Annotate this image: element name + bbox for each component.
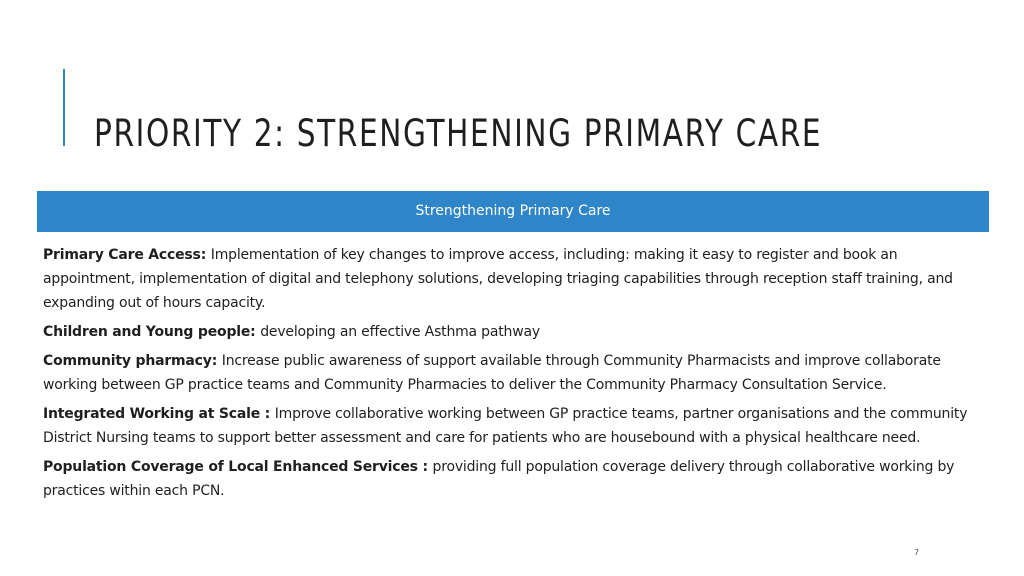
title-accent-line: [63, 69, 65, 146]
content-body: [43, 243, 987, 508]
item-text: Improve collaborative working between GP practice teams, partner organisations and the community District Nursing teams to support better assessment and care for patients who are housebound with a physical healthcare need.: [43, 406, 968, 446]
slide-title: PRIORITY 2: STRENGTHENING PRIMARY CARE: [94, 112, 823, 155]
list-item-community-pharmacy: [43, 349, 987, 397]
section-banner: Strengthening Primary Care: [37, 191, 989, 232]
item-heading: Primary Care Access:: [43, 247, 211, 263]
list-item-primary-care-access: [43, 243, 987, 315]
item-text: Implementation of key changes to improve access, including: making it easy to register and book an appointment, implementation of digital and telephony solutions, developing triaging capabilities through reception staff training, and expanding out of hours capacity.: [43, 247, 953, 311]
item-text: providing full population coverage delivery through collaborative working by practices within each PCN.: [43, 459, 955, 499]
item-text: developing an effective Asthma pathway: [260, 324, 540, 340]
item-heading: Population Coverage of Local Enhanced Services :: [43, 459, 433, 475]
list-item-children-young-people: [43, 320, 987, 344]
list-item-population-coverage: [43, 455, 987, 503]
item-heading: Children and Young people:: [43, 324, 261, 340]
page-number: 7: [914, 548, 920, 557]
list-item-integrated-working: [43, 402, 987, 450]
item-heading: Community pharmacy:: [43, 353, 222, 369]
item-text: Increase public awareness of support available through Community Pharmacists and improve collaborate working between GP practice teams and Community Pharmacies to deliver the Community Pharmacy Consultation Service.: [43, 353, 941, 393]
item-heading: Integrated Working at Scale :: [43, 406, 275, 422]
